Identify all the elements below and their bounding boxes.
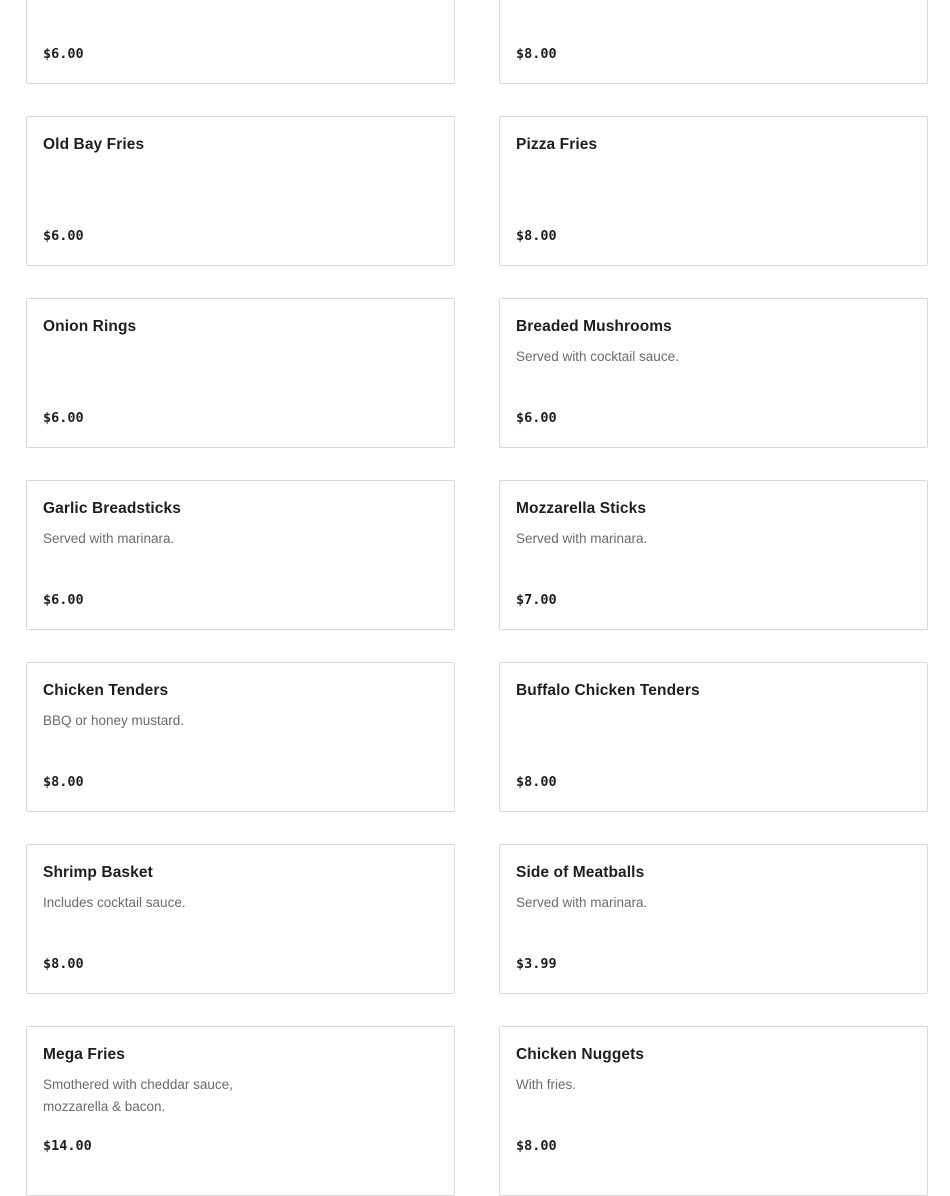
menu-item-name: Mozzarella Sticks	[516, 500, 647, 517]
menu-item-price: $8.00	[516, 228, 557, 244]
menu-item-description: Served with marinara.	[516, 531, 648, 546]
menu-item-name: Chicken Tenders	[43, 682, 169, 699]
menu-item-description: With fries.	[516, 1077, 577, 1092]
menu-item-price: $8.00	[43, 956, 84, 972]
menu-grid	[26, 0, 928, 1196]
menu-item-price: $14.00	[43, 1138, 92, 1154]
menu-item-description: Served with cocktail sauce.	[516, 349, 679, 364]
menu-item-description: Served with marinara.	[516, 895, 648, 910]
menu-item-name: Old Bay Fries	[43, 136, 145, 153]
menu-item-card[interactable]	[26, 298, 455, 448]
menu-item-card[interactable]	[499, 298, 928, 448]
menu-item-name: Onion Rings	[43, 318, 137, 335]
menu-item-card[interactable]	[499, 116, 928, 266]
menu-item-name: Buffalo Chicken Tenders	[516, 682, 700, 699]
menu-item-name: Garlic Breadsticks	[43, 500, 181, 517]
menu-item-price: $6.00	[516, 410, 557, 426]
menu-item-price: $8.00	[516, 1138, 557, 1154]
menu-item-card[interactable]	[499, 844, 928, 994]
menu-item-price: $6.00	[43, 592, 84, 608]
menu-item-price: $6.00	[43, 46, 84, 62]
menu-item-name: Chicken Nuggets	[516, 1046, 645, 1063]
menu-item-card[interactable]	[499, 0, 928, 84]
menu-item-card[interactable]	[26, 480, 455, 630]
menu-item-price: $8.00	[43, 774, 84, 790]
menu-item-description: BBQ or honey mustard.	[43, 713, 185, 728]
menu-item-description: Smothered with cheddar sauce, mozzarella & bacon.	[43, 1077, 233, 1114]
menu-item-card[interactable]	[26, 116, 455, 266]
menu-item-price: $8.00	[516, 46, 557, 62]
menu-item-price: $7.00	[516, 592, 557, 608]
menu-item-name: Side of Meatballs	[516, 864, 645, 881]
menu-item-description: Served with marinara.	[43, 531, 175, 546]
menu-item-name: Shrimp Basket	[43, 864, 153, 881]
menu-item-price: $8.00	[516, 774, 557, 790]
menu-item-name: Breaded Mushrooms	[516, 318, 672, 335]
menu-item-card[interactable]	[26, 844, 455, 994]
menu-item-price: $6.00	[43, 228, 84, 244]
menu-item-card[interactable]	[499, 480, 928, 630]
menu-item-description: Includes cocktail sauce.	[43, 895, 186, 910]
menu-item-price: $3.99	[516, 956, 557, 972]
menu-item-name: Mega Fries	[43, 1046, 125, 1063]
menu-item-name: Pizza Fries	[516, 136, 598, 153]
menu-item-card[interactable]	[26, 0, 455, 84]
menu-item-card[interactable]	[499, 662, 928, 812]
menu-item-card[interactable]	[26, 662, 455, 812]
menu-item-price: $6.00	[43, 410, 84, 426]
